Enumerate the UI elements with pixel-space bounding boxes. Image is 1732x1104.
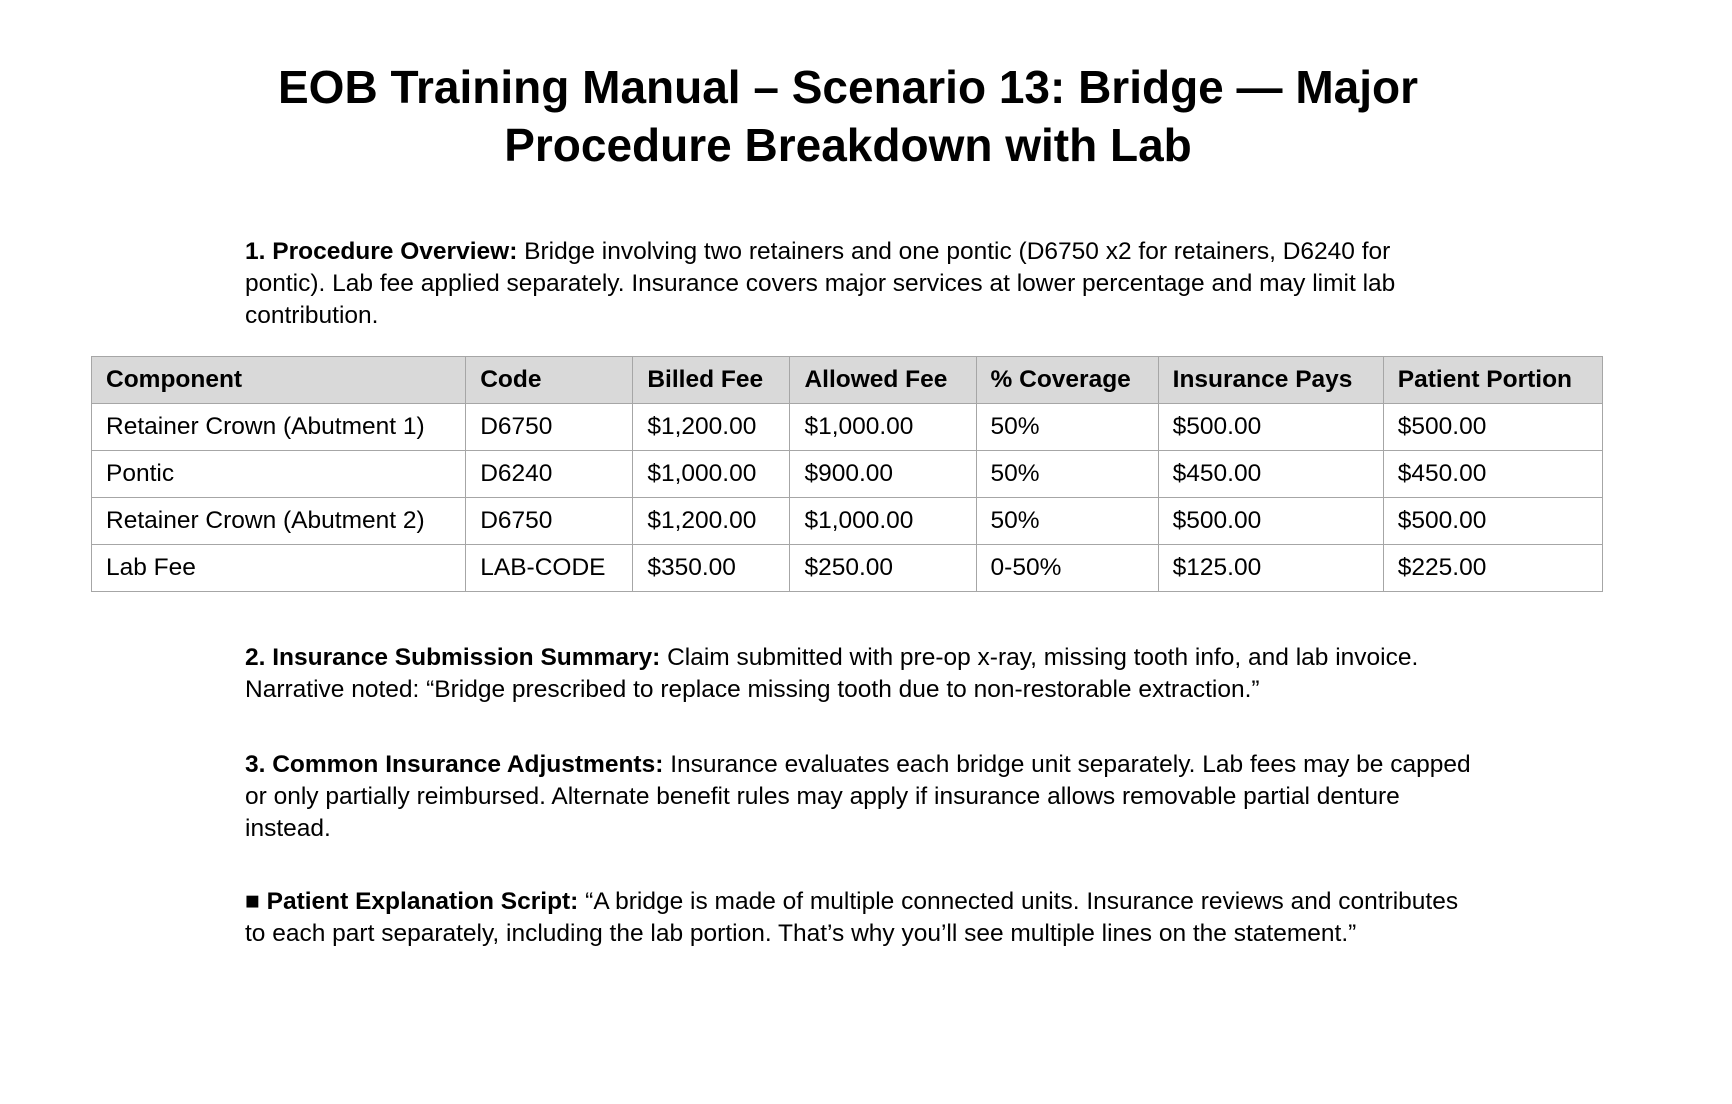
cell-code: D6240 xyxy=(466,451,633,498)
cell-code: D6750 xyxy=(466,404,633,451)
fee-breakdown-table xyxy=(91,356,1603,592)
cell-coverage: 50% xyxy=(976,404,1158,451)
table-row xyxy=(92,451,1603,498)
cell-coverage: 50% xyxy=(976,451,1158,498)
cell-component: Retainer Crown (Abutment 2) xyxy=(92,498,466,545)
cell-insurance-pays: $500.00 xyxy=(1158,404,1383,451)
cell-component: Retainer Crown (Abutment 1) xyxy=(92,404,466,451)
cell-component: Lab Fee xyxy=(92,545,466,592)
cell-coverage: 50% xyxy=(976,498,1158,545)
cell-billed-fee: $1,200.00 xyxy=(633,498,790,545)
header-allowed-fee: Allowed Fee xyxy=(790,357,976,404)
cell-patient-portion: $500.00 xyxy=(1383,404,1602,451)
table-header-row xyxy=(92,357,1603,404)
header-patient-portion: Patient Portion xyxy=(1383,357,1602,404)
table-row xyxy=(92,498,1603,545)
cell-insurance-pays: $125.00 xyxy=(1158,545,1383,592)
cell-code: LAB-CODE xyxy=(466,545,633,592)
patient-script-section xyxy=(245,886,1475,950)
header-coverage: % Coverage xyxy=(976,357,1158,404)
patient-script-label: ■ Patient Explanation Script: xyxy=(245,888,579,915)
procedure-overview-section xyxy=(245,236,1475,332)
cell-billed-fee: $1,000.00 xyxy=(633,451,790,498)
cell-patient-portion: $225.00 xyxy=(1383,545,1602,592)
procedure-overview-text: Bridge involving two retainers and one pontic (D6750 x2 for retainers, D6240 for pontic). Lab fee applied separately. Insurance covers major services at lower percentage and may limit lab contribution. xyxy=(245,238,1396,329)
cell-insurance-pays: $500.00 xyxy=(1158,498,1383,545)
insurance-adjustments-section xyxy=(245,749,1475,845)
insurance-adjustments-text: Insurance evaluates each bridge unit separately. Lab fees may be capped or only partially reimbursed. Alternate benefit rules may apply if insurance allows removable partial denture instead. xyxy=(245,751,1471,842)
cell-component: Pontic xyxy=(92,451,466,498)
cell-billed-fee: $350.00 xyxy=(633,545,790,592)
cell-patient-portion: $500.00 xyxy=(1383,498,1602,545)
insurance-submission-label: 2. Insurance Submission Summary: xyxy=(245,644,661,671)
cell-allowed-fee: $1,000.00 xyxy=(790,404,976,451)
header-component: Component xyxy=(92,357,466,404)
cell-insurance-pays: $450.00 xyxy=(1158,451,1383,498)
header-billed-fee: Billed Fee xyxy=(633,357,790,404)
table-row xyxy=(92,545,1603,592)
cell-allowed-fee: $250.00 xyxy=(790,545,976,592)
page-title: EOB Training Manual – Scenario 13: Bridge — Major Procedure Breakdown with Lab xyxy=(277,61,1419,171)
header-code: Code xyxy=(466,357,633,404)
cell-patient-portion: $450.00 xyxy=(1383,451,1602,498)
cell-coverage: 0-50% xyxy=(976,545,1158,592)
insurance-submission-section xyxy=(245,642,1475,706)
procedure-overview-label: 1. Procedure Overview: xyxy=(245,238,518,265)
cell-billed-fee: $1,200.00 xyxy=(633,404,790,451)
insurance-submission-text: Claim submitted with pre-op x-ray, missing tooth info, and lab invoice. Narrative noted: “Bridge prescribed to replace missing tooth due to non-restorable extraction.” xyxy=(245,644,1419,703)
header-insurance-pays: Insurance Pays xyxy=(1158,357,1383,404)
patient-script-text: “A bridge is made of multiple connected units. Insurance reviews and contributes to each part separately, including the lab portion. That’s why you’ll see multiple lines on the statement.” xyxy=(245,888,1459,947)
cell-code: D6750 xyxy=(466,498,633,545)
cell-allowed-fee: $1,000.00 xyxy=(790,498,976,545)
cell-allowed-fee: $900.00 xyxy=(790,451,976,498)
insurance-adjustments-label: 3. Common Insurance Adjustments: xyxy=(245,751,664,778)
table-row xyxy=(92,404,1603,451)
